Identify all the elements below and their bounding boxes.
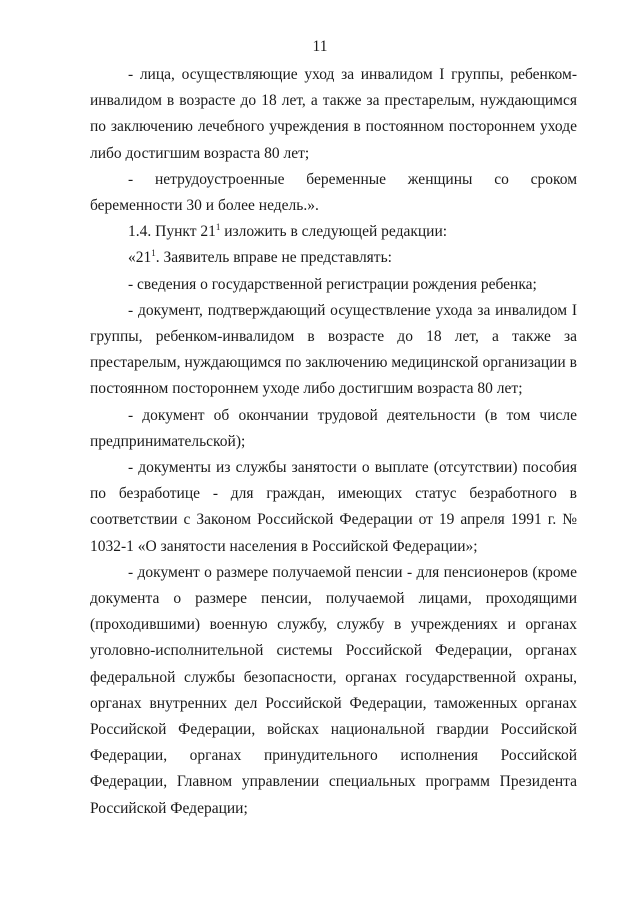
paragraph-employment-end: - документ об окончании трудовой деятельности (в том числе предпринимательской); — [90, 406, 577, 450]
clause-1-4-superscript: 1 — [215, 222, 221, 233]
clause-21-1-text-before: «21 — [128, 249, 152, 267]
paragraph-birth-registration: - сведения о государственной регистрации рождения ребенка; — [128, 275, 537, 293]
clause-21-1-text-after: . Заявитель вправе не представлять: — [155, 249, 392, 267]
paragraph-pension-document: - документ о размере получаемой пенсии - для пенсионеров (кроме документа о размере пенсии, получаемой лицами, проходящими (проходившими) военную службу, службу в учреждениях и органах уголовно-исполнительной системы Российской Федерации, органах федеральной службы безопасности, органах государственной охраны, органах внутренних дел Российской Федерации, таможенных органах Российской Федерации, войсках национальной гвардии Российской Федерации, органах принудительного исполнения Российской Федерации, Главном управлении специальных программ Президента Российской Федерации; — [90, 563, 577, 817]
paragraph-pregnant-women: - нетрудоустроенные беременные женщины со сроком беременности 30 и более недель.». — [90, 170, 577, 215]
paragraph-caregivers: - лица, осуществляющие уход за инвалидом I группы, ребенком-инвалидом в возрасте до 18 лет, а также за престарелым, нуждающимся по заключению лечебного учреждения в постоянном постороннем уходе либо достигшим возраста 80 лет; — [90, 66, 577, 162]
page-number: 11 — [312, 38, 328, 55]
paragraph-clause-21-1 — [90, 245, 577, 271]
paragraph-care-document: - документ, подтверждающий осуществление ухода за инвалидом I группы, ребенком-инвалидом в возрасте до 18 лет, а также за престарелым, нуждающимся по заключению медицинской организации в постоянном постороннем уходе либо достигшим возраста 80 лет; — [90, 301, 577, 398]
clause-1-4-text-before: 1.4. Пункт 21 — [128, 223, 216, 241]
paragraph-employment-service: - документы из службы занятости о выплате (отсутствии) пособия по безработице - для граждан, имеющих статус безработного в соответствии с Законом Российской Федерации от 19 апреля 1991 г. № 1032-1 «О занятости населения в Российской Федерации»; — [90, 459, 577, 555]
clause-1-4-text-after: изложить в следующей редакции: — [220, 223, 448, 241]
document-body — [90, 62, 577, 822]
paragraph-clause-1-4 — [90, 219, 577, 245]
clause-21-1-superscript: 1 — [151, 248, 156, 259]
